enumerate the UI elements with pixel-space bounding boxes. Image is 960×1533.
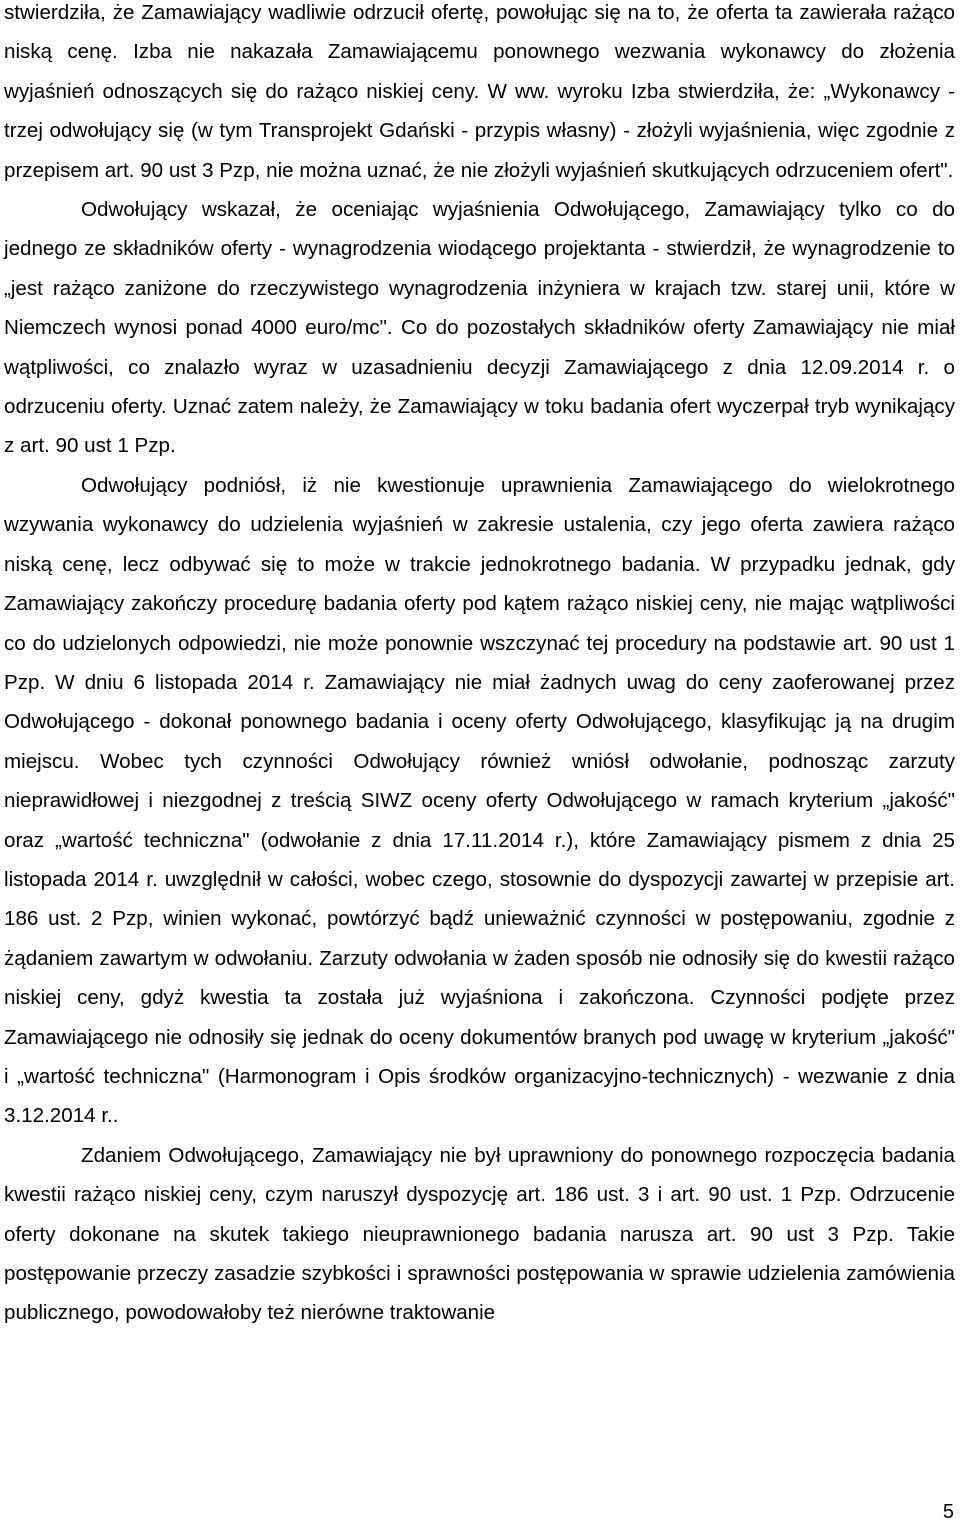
page-number: 5 <box>942 1501 954 1523</box>
paragraph-continuation: stwierdziła, że Zamawiający wadliwie odrzucił ofertę, powołując się na to, że oferta ta zawierała rażąco niską cenę. Izba nie nakazała Zamawiającemu ponownego wezwania wykonawcy do złożenia wyjaśnień odnoszących się do rażąco niskiej ceny. W ww. wyroku Izba stwierdziła, że: „Wykonawcy - trzej odwołujący się (w tym Transprojekt Gdański - przypis własny) - złożyli wyjaśnienia, więc zgodnie z przepisem art. 90 ust 3 Pzp, nie można uznać, że nie złożyli wyjaśnień skutkujących odrzuceniem ofert". <box>4 1 955 182</box>
document-page <box>4 0 955 1333</box>
paragraph-appellant-opinion: Zdaniem Odwołującego, Zamawiający nie był uprawniony do ponownego rozpoczęcia badania kwestii rażąco niskiej ceny, czym naruszył dyspozycję art. 186 ust. 3 i art. 90 ust. 1 Pzp. Odrzucenie oferty dokonane na skutek takiego nieuprawnionego badania narusza art. 90 ust 3 Pzp. Takie postępowanie przeczy zasadzie szybkości i sprawności postępowania w sprawie udzielenia zamówienia publicznego, powodowałoby też nierówne traktowanie <box>4 1143 955 1325</box>
paragraph-objection-scope: Odwołujący wskazał, że oceniając wyjaśnienia Odwołującego, Zamawiający tylko co do jednego ze składników oferty - wynagrodzenia wiodącego projektanta - stwierdził, że wynagrodzenie to „jest rażąco zaniżone do rzeczywistego wynagrodzenia inżyniera w krajach tzw. starej unii, które w Niemczech wynosi ponad 4000 euro/mc". Co do pozostałych składników oferty Zamawiający nie miał wątpliwości, co znalazło wyraz w uzasadnieniu decyzji Zamawiającego z dnia 12.09.2014 r. o odrzuceniu oferty. Uznać zatem należy, że Zamawiający w toku badania ofert wyczerpał tryb wynikający z art. 90 ust 1 Pzp. <box>4 198 955 458</box>
paragraph-repeated-examination: Odwołujący podniósł, iż nie kwestionuje uprawnienia Zamawiającego do wielokrotnego wzywania wykonawcy do udzielenia wyjaśnień w zakresie ustalenia, czy jego oferta zawiera rażąco niską cenę, lecz odbywać się to może w trakcie jednokrotnego badania. W przypadku jednak, gdy Zamawiający zakończy procedurę badania oferty pod kątem rażąco niskiej ceny, nie mając wątpliwości co do udzielonych odpowiedzi, nie może ponownie wszczynać tej procedury na podstawie art. 90 ust 1 Pzp. W dniu 6 listopada 2014 r. Zamawiający nie miał żadnych uwag do ceny zaoferowanej przez Odwołującego - dokonał ponownego badania i oceny oferty Odwołującego, klasyfikując ją na drugim miejscu. Wobec tych czynności Odwołujący również wniósł odwołanie, podnosząc zarzuty nieprawidłowej i niezgodnej z treścią SIWZ oceny oferty Odwołującego w ramach kryterium „jakość" oraz „wartość techniczna" (odwołanie z dnia 17.11.2014 r.), które Zamawiający pismem z dnia 25 listopada 2014 r. uwzględnił w całości, wobec czego, stosownie do dyspozycji zawartej w przepisie art. 186 ust. 2 Pzp, winien wykonać, powtórzyć bądź unieważnić czynności w postępowaniu, zgodnie z żądaniem zawartym w odwołaniu. Zarzuty odwołania w żaden sposób nie odnosiły się do kwestii rażąco niskiej ceny, gdyż kwestia ta została już wyjaśniona i zakończona. Czynności podjęte przez Zamawiającego nie odnosiły się jednak do oceny dokumentów branych pod uwagę w kryterium „jakość" i „wartość techniczna" (Harmonogram i Opis środków organizacyjno-technicznych) - wezwanie z dnia 3.12.2014 r.. <box>4 473 955 1128</box>
